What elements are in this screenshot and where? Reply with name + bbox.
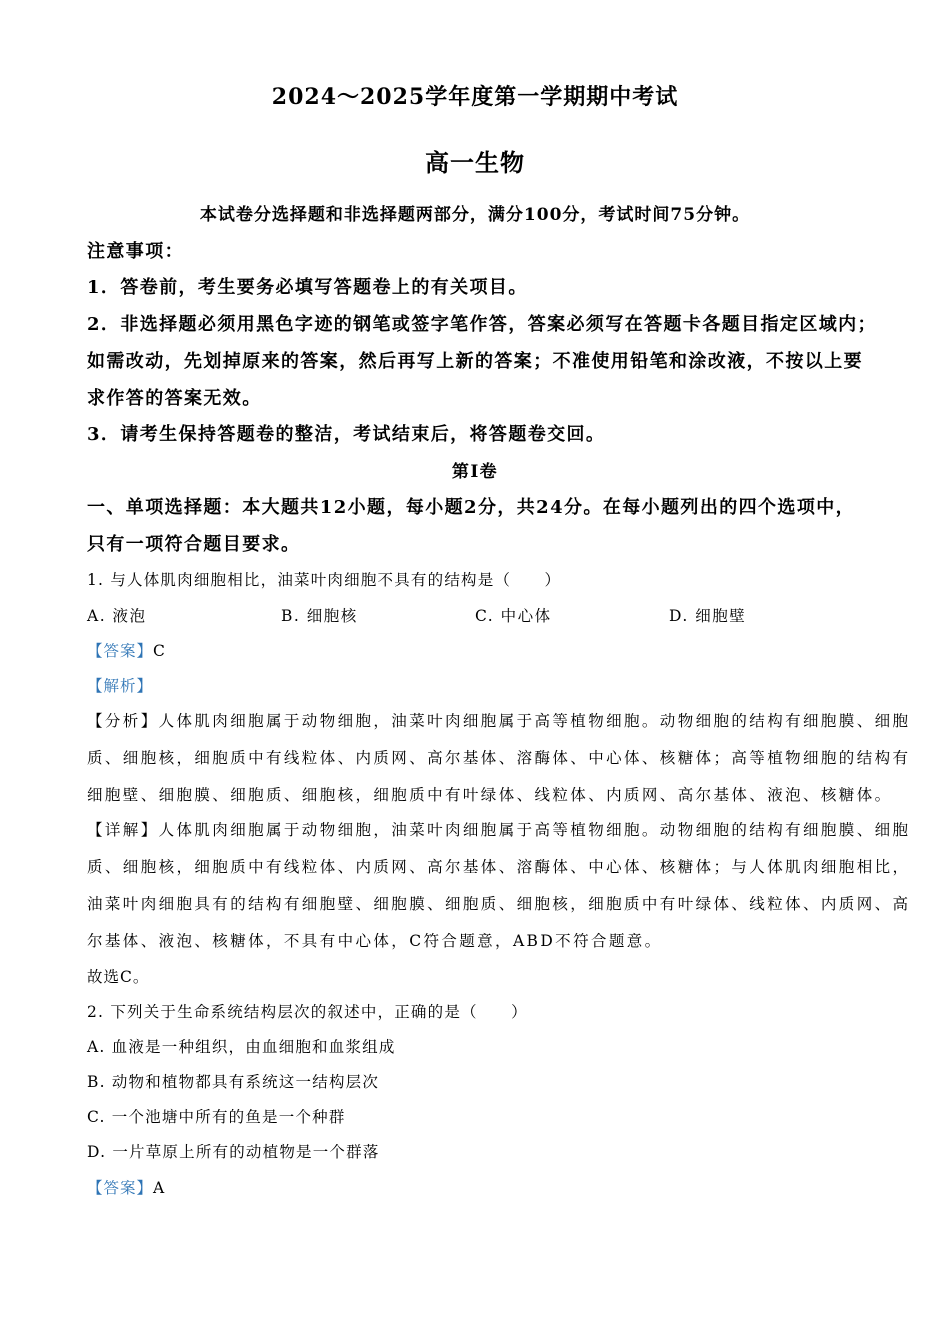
part-title: 第Ⅰ卷 — [451, 462, 499, 482]
xiangjie-line — [87, 819, 910, 841]
q2-option-a: A. 血液是一种组织，由血细胞和血浆组成 — [87, 1038, 396, 1056]
answer-value: A — [153, 1179, 166, 1197]
analysis-tag: 【解析】 — [87, 677, 154, 695]
xiangjie-line: 质、细胞核，细胞质中有线粒体、内质网、高尔基体、溶酶体、中心体、核糖体；与人体肌肉细胞相比， — [87, 858, 911, 876]
section-heading: 只有一项符合题目要求。 — [87, 534, 301, 555]
q2-answer — [87, 1177, 165, 1199]
fenxi-line — [87, 710, 910, 732]
exam-title: 2024～2025学年度第一学期期中考试 — [271, 84, 679, 110]
q1-option-d: D. 细胞壁 — [669, 607, 747, 625]
q2-option-b: B. 动物和植物都具有系统这一结构层次 — [87, 1073, 380, 1091]
notes-heading: 注意事项： — [87, 241, 184, 262]
xiangjie-text: 人体肌肉细胞属于动物细胞，油菜叶肉细胞属于高等植物细胞。动物细胞的结构有细胞膜、细胞 — [158, 821, 911, 839]
note-line: 2．非选择题必须用黑色字迹的钢笔或签字笔作答，答案必须写在答题卡各题目指定区域内； — [87, 314, 877, 335]
note-line: 求作答的答案无效。 — [87, 388, 262, 409]
xiangjie-tag: 【详解】 — [87, 821, 159, 839]
fenxi-text: 人体肌肉细胞属于动物细胞，油菜叶肉细胞属于高等植物细胞。动物细胞的结构有细胞膜、细胞 — [158, 712, 911, 730]
question-2-stem: 2. 下列关于生命系统结构层次的叙述中，正确的是（ ） — [87, 1003, 528, 1021]
question-1-stem: 1. 与人体肌肉细胞相比，油菜叶肉细胞不具有的结构是（ ） — [87, 571, 562, 589]
answer-value: C — [153, 642, 166, 660]
q1-conclusion: 故选C。 — [87, 968, 150, 986]
q2-option-d: D. 一片草原上所有的动植物是一个群落 — [87, 1143, 380, 1161]
answer-tag: 【答案】 — [87, 1179, 154, 1197]
exam-intro: 本试卷分选择题和非选择题两部分，满分100分，考试时间75分钟。 — [199, 205, 751, 225]
subject-title: 高一生物 — [425, 148, 525, 177]
xiangjie-line: 尔基体、液泡、核糖体，不具有中心体，C符合题意，ABD不符合题意。 — [87, 932, 663, 950]
note-line: 1．答卷前，考生要务必填写答题卷上的有关项目。 — [87, 277, 528, 298]
q1-option-b: B. 细胞核 — [281, 607, 358, 625]
fenxi-line: 质、细胞核，细胞质中有线粒体、内质网、高尔基体、溶酶体、中心体、核糖体；高等植物细胞的结构有 — [87, 749, 911, 767]
xiangjie-line: 油菜叶肉细胞具有的结构有细胞壁、细胞膜、细胞质、细胞核，细胞质中有叶绿体、线粒体、内质网、高 — [87, 895, 911, 913]
answer-tag: 【答案】 — [87, 642, 154, 660]
q2-option-c: C. 一个池塘中所有的鱼是一个种群 — [87, 1108, 346, 1126]
q1-answer — [87, 640, 166, 662]
note-line: 3．请考生保持答题卷的整洁，考试结束后，将答题卷交回。 — [87, 424, 606, 445]
fenxi-tag: 【分析】 — [87, 712, 159, 730]
fenxi-line: 细胞壁、细胞膜、细胞质、细胞核，细胞质中有叶绿体、线粒体、内质网、高尔基体、液泡、核糖体。 — [87, 786, 893, 804]
q1-option-c: C. 中心体 — [475, 607, 552, 625]
note-line: 如需改动，先划掉原来的答案，然后再写上新的答案；不准使用铅笔和涂改液，不按以上要 — [87, 351, 863, 372]
section-heading: 一、单项选择题：本大题共12小题，每小题2分，共24分。在每小题列出的四个选项中， — [87, 497, 856, 518]
q1-option-a: A. 液泡 — [87, 607, 147, 625]
